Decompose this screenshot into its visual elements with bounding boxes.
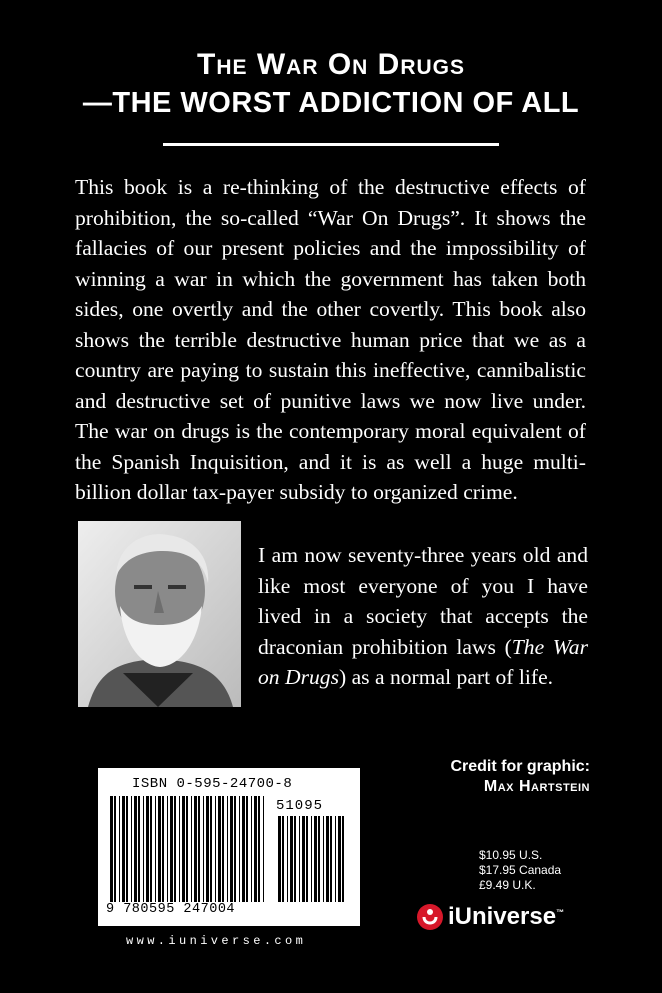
isbn-text: ISBN 0-595-24700-8 [132, 776, 293, 792]
barcode-bar [179, 796, 180, 902]
trademark: ™ [556, 908, 565, 917]
barcode-bar [282, 816, 284, 902]
credit-name: Max Hartstein [483, 778, 590, 795]
addon-barcode [278, 816, 348, 902]
barcode-bar [294, 816, 296, 902]
quote-text-2: ) as a normal part of life. [339, 665, 554, 689]
book-subtitle: —THE WORST ADDICTION OF ALL [82, 87, 580, 119]
barcode-bar [306, 816, 308, 902]
quote-text-1: I am now seventy-three years old and like most everyone of you I have lived in a society that accepts the draconian prohibition laws ( [258, 543, 588, 659]
barcode-bar [182, 796, 185, 902]
barcode-bar [254, 796, 257, 902]
barcode-bar [198, 796, 200, 902]
barcode-bar [138, 796, 140, 902]
author-photo [78, 521, 241, 707]
barcode-bar [155, 796, 156, 902]
barcode-bar [242, 796, 245, 902]
barcode-bar [210, 796, 212, 902]
barcode-bar [186, 796, 188, 902]
barcode-bar [287, 816, 288, 902]
barcode-bar [150, 796, 152, 902]
barcode-bar [119, 796, 120, 902]
barcode-bar [122, 796, 125, 902]
barcode-bar [227, 796, 228, 902]
barcode-bar [323, 816, 324, 902]
barcode-bar [167, 796, 168, 902]
barcode-bar [174, 796, 176, 902]
barcode-bar [170, 796, 173, 902]
ean-barcode [110, 796, 268, 902]
barcode-bar [206, 796, 209, 902]
barcode-bar [302, 816, 305, 902]
barcode-bar [311, 816, 312, 902]
price-canada: $17.95 Canada [479, 863, 562, 877]
barcode-bar [338, 816, 341, 902]
barcode-bar [246, 796, 248, 902]
barcode-bar [146, 796, 149, 902]
barcode-number: 9 780595 247004 [106, 902, 236, 917]
book-description: This book is a re-thinking of the destructive effects of prohibition, the so-called “War On Drugs”. It shows the fallacies of our present policies and the impossibility of winning a war in which the government has taken both sides, one overtly and the other covertly. This book also shows the terrible destructive human price that we as a country are paying to sustain this ineffective, cannibalistic and destructive set of punitive laws we now live under. The war on drugs is the contemporary moral equivalent of the Spanish Inquisition, and it is as well a huge multi-billion dollar tax-payer subsidy to organized crime. [75, 175, 586, 504]
barcode-bar [230, 796, 233, 902]
barcode-bar [278, 816, 281, 902]
barcode-bar [134, 796, 137, 902]
credit-label: Credit for graphic: [450, 758, 590, 775]
barcode-bar [114, 796, 116, 902]
iuniverse-logo-icon [416, 903, 444, 931]
barcode-bar [215, 796, 216, 902]
barcode-bar [299, 816, 300, 902]
price-us: $10.95 U.S. [479, 848, 543, 862]
barcode-bar [330, 816, 332, 902]
barcode-bar [318, 816, 320, 902]
barcode-bar [239, 796, 240, 902]
title-divider [163, 143, 499, 146]
price-code-text: 51095 [276, 798, 324, 814]
publisher-logo [416, 903, 564, 931]
publisher-website: www.iuniverse.com [126, 934, 307, 948]
barcode-bar [335, 816, 336, 902]
barcode-bar [326, 816, 329, 902]
barcode-bar [263, 796, 264, 902]
barcode-bar [258, 796, 260, 902]
graphic-credit [450, 757, 590, 797]
barcode-bar [191, 796, 192, 902]
publisher-name-text: iUniverse [448, 903, 557, 930]
barcode-bar [234, 796, 236, 902]
price-list [479, 848, 561, 893]
barcode-bar [314, 816, 317, 902]
price-uk: £9.49 U.K. [479, 878, 536, 892]
barcode-bar [342, 816, 344, 902]
book-title: The War On Drugs [197, 48, 465, 81]
barcode-bar [158, 796, 161, 902]
barcode-bar [126, 796, 128, 902]
barcode-bar [110, 796, 113, 902]
barcode-bar [251, 796, 252, 902]
barcode-bar [218, 796, 221, 902]
barcode-bar [203, 796, 204, 902]
barcode-bar [194, 796, 197, 902]
barcode-bar [162, 796, 164, 902]
author-quote [258, 540, 588, 693]
quote-book-title: The War on Drugs [258, 634, 588, 689]
barcode-bar [143, 796, 144, 902]
barcode-panel [98, 768, 360, 926]
barcode-bar [290, 816, 293, 902]
publisher-name [448, 903, 564, 931]
barcode-bar [131, 796, 132, 902]
barcode-bar [222, 796, 224, 902]
